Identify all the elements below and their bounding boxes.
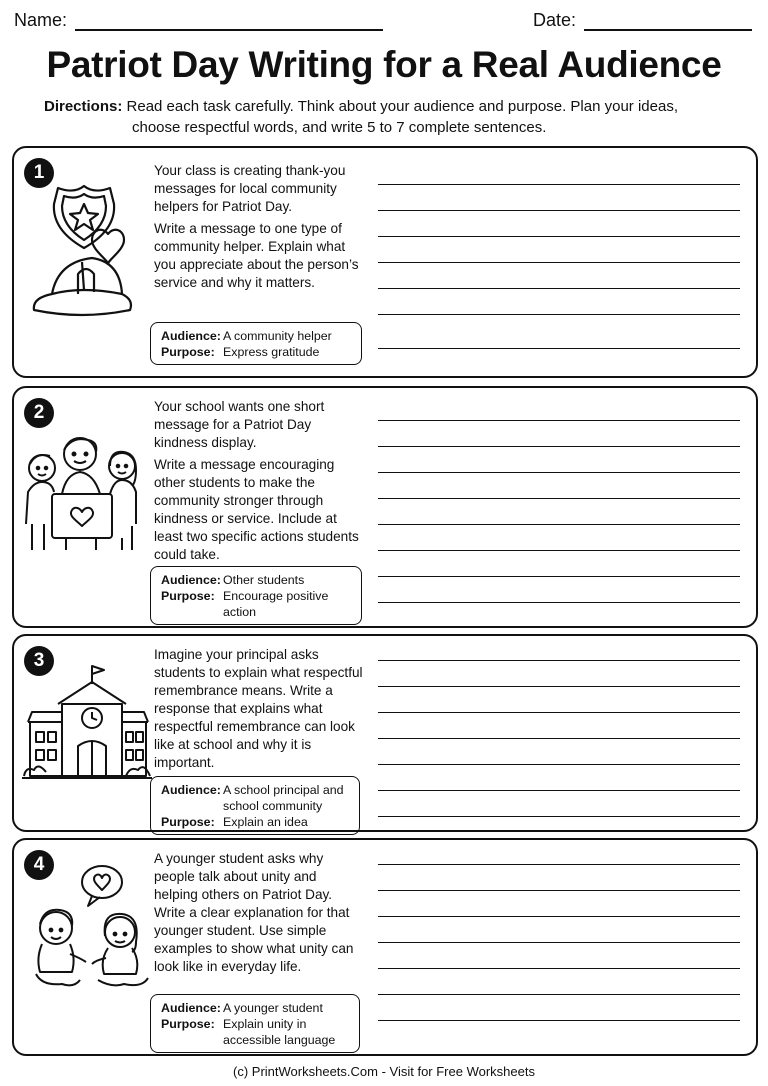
- audience-label: Audience:: [161, 573, 221, 587]
- prompt-context: Your class is creating thank-you messages for local community helpers for Patriot Day.: [154, 163, 346, 214]
- writing-line[interactable]: [378, 994, 740, 995]
- prompt-context: Your school wants one short message for a Patriot Day kindness display.: [154, 399, 325, 450]
- purpose-value: Explain unity in accessible language: [223, 1017, 336, 1047]
- name-field[interactable]: [14, 10, 383, 31]
- writing-line[interactable]: [378, 864, 740, 865]
- directions-line1: Read each task carefully. Think about your audience and purpose. Plan your ideas,: [126, 98, 678, 115]
- task-card-3: [12, 634, 758, 832]
- writing-line[interactable]: [378, 1020, 740, 1021]
- date-line[interactable]: [584, 11, 752, 31]
- audience-value: A school principal and school community: [223, 783, 344, 813]
- writing-line[interactable]: [378, 816, 740, 817]
- purpose-value: Explain an idea: [223, 815, 308, 829]
- audience-purpose-box: [150, 776, 360, 835]
- writing-area[interactable]: [378, 148, 740, 376]
- writing-line[interactable]: [378, 968, 740, 969]
- writing-line[interactable]: [378, 210, 740, 211]
- school-building-with-flag-icon: [22, 664, 152, 787]
- writing-line[interactable]: [378, 660, 740, 661]
- writing-line[interactable]: [378, 550, 740, 551]
- audience-purpose-box: [150, 566, 362, 625]
- writing-line[interactable]: [378, 890, 740, 891]
- writing-line[interactable]: [378, 184, 740, 185]
- date-field[interactable]: [533, 10, 752, 31]
- writing-line[interactable]: [378, 738, 740, 739]
- purpose-value: Express gratitude: [223, 345, 320, 359]
- footer-credit: (c) PrintWorksheets.Com - Visit for Free Worksheets: [233, 1064, 535, 1079]
- writing-area[interactable]: [378, 840, 740, 1054]
- task-card-4: [12, 838, 758, 1056]
- writing-line[interactable]: [378, 712, 740, 713]
- task-prompt: [154, 850, 364, 980]
- task-number: 3: [24, 646, 54, 676]
- header-row: [14, 10, 752, 36]
- purpose-label: Purpose:: [161, 815, 215, 829]
- police-badge-heart-firefighter-helmet-icon: [22, 182, 142, 347]
- writing-line[interactable]: [378, 524, 740, 525]
- audience-label: Audience:: [161, 329, 221, 343]
- writing-line[interactable]: [378, 236, 740, 237]
- writing-line[interactable]: [378, 576, 740, 577]
- writing-line[interactable]: [378, 446, 740, 447]
- writing-line[interactable]: [378, 942, 740, 943]
- audience-purpose-box: [150, 322, 362, 365]
- directions: [44, 96, 744, 138]
- task-number: 4: [24, 850, 54, 880]
- three-children-holding-heart-sign-icon: [22, 434, 144, 559]
- audience-value: A younger student: [223, 1001, 323, 1015]
- writing-area[interactable]: [378, 388, 740, 626]
- prompt-context: Imagine your principal asks students to explain what respectful remembrance means. Write a response that explains what respectful remembrance can look like at school and why it is important.: [154, 647, 363, 770]
- audience-value: A community helper: [223, 329, 332, 343]
- task-number: 1: [24, 158, 54, 188]
- two-children-talking-heart-bubble-icon: [22, 862, 154, 1007]
- audience-label: Audience:: [161, 1001, 221, 1015]
- writing-line[interactable]: [378, 916, 740, 917]
- writing-line[interactable]: [378, 686, 740, 687]
- purpose-label: Purpose:: [161, 589, 215, 603]
- writing-line[interactable]: [378, 790, 740, 791]
- purpose-label: Purpose:: [161, 345, 215, 359]
- task-prompt: [154, 162, 364, 296]
- purpose-value: Encourage positive action: [223, 589, 329, 619]
- date-label: Date:: [532, 10, 576, 30]
- writing-line[interactable]: [378, 262, 740, 263]
- prompt-instruction: Write a message to one type of community helper. Explain what you appreciate about the person’s service and why it matters.: [154, 221, 359, 290]
- prompt-instruction: Write a message encouraging other students to make the community stronger through kindness or service. Include at least two specific actions students could take.: [154, 457, 359, 562]
- writing-line[interactable]: [378, 764, 740, 765]
- task-prompt: [154, 398, 364, 568]
- writing-line[interactable]: [378, 314, 740, 315]
- writing-line[interactable]: [378, 472, 740, 473]
- purpose-label: Purpose:: [161, 1017, 215, 1031]
- directions-line2: choose respectful words, and write 5 to 7 complete sentences.: [132, 119, 547, 136]
- task-card-2: [12, 386, 758, 628]
- audience-label: Audience:: [161, 783, 221, 797]
- writing-line[interactable]: [378, 288, 740, 289]
- writing-line[interactable]: [378, 348, 740, 349]
- task-prompt: [154, 646, 364, 776]
- page-title: Patriot Day Writing for a Real Audience: [46, 44, 722, 85]
- writing-line[interactable]: [378, 602, 740, 603]
- writing-line[interactable]: [378, 420, 740, 421]
- task-number: 2: [24, 398, 54, 428]
- writing-area[interactable]: [378, 636, 740, 830]
- task-card-1: [12, 146, 758, 378]
- name-label: Name:: [14, 10, 68, 30]
- audience-purpose-box: [150, 994, 360, 1053]
- prompt-context: A younger student asks why people talk about unity and helping others on Patriot Day. Write a clear explanation for that younger student. Use simple examples to show what unity can look like in everyday life.: [154, 851, 354, 974]
- directions-label: Directions:: [44, 98, 123, 115]
- name-line[interactable]: [75, 11, 383, 31]
- audience-value: Other students: [223, 573, 305, 587]
- writing-line[interactable]: [378, 498, 740, 499]
